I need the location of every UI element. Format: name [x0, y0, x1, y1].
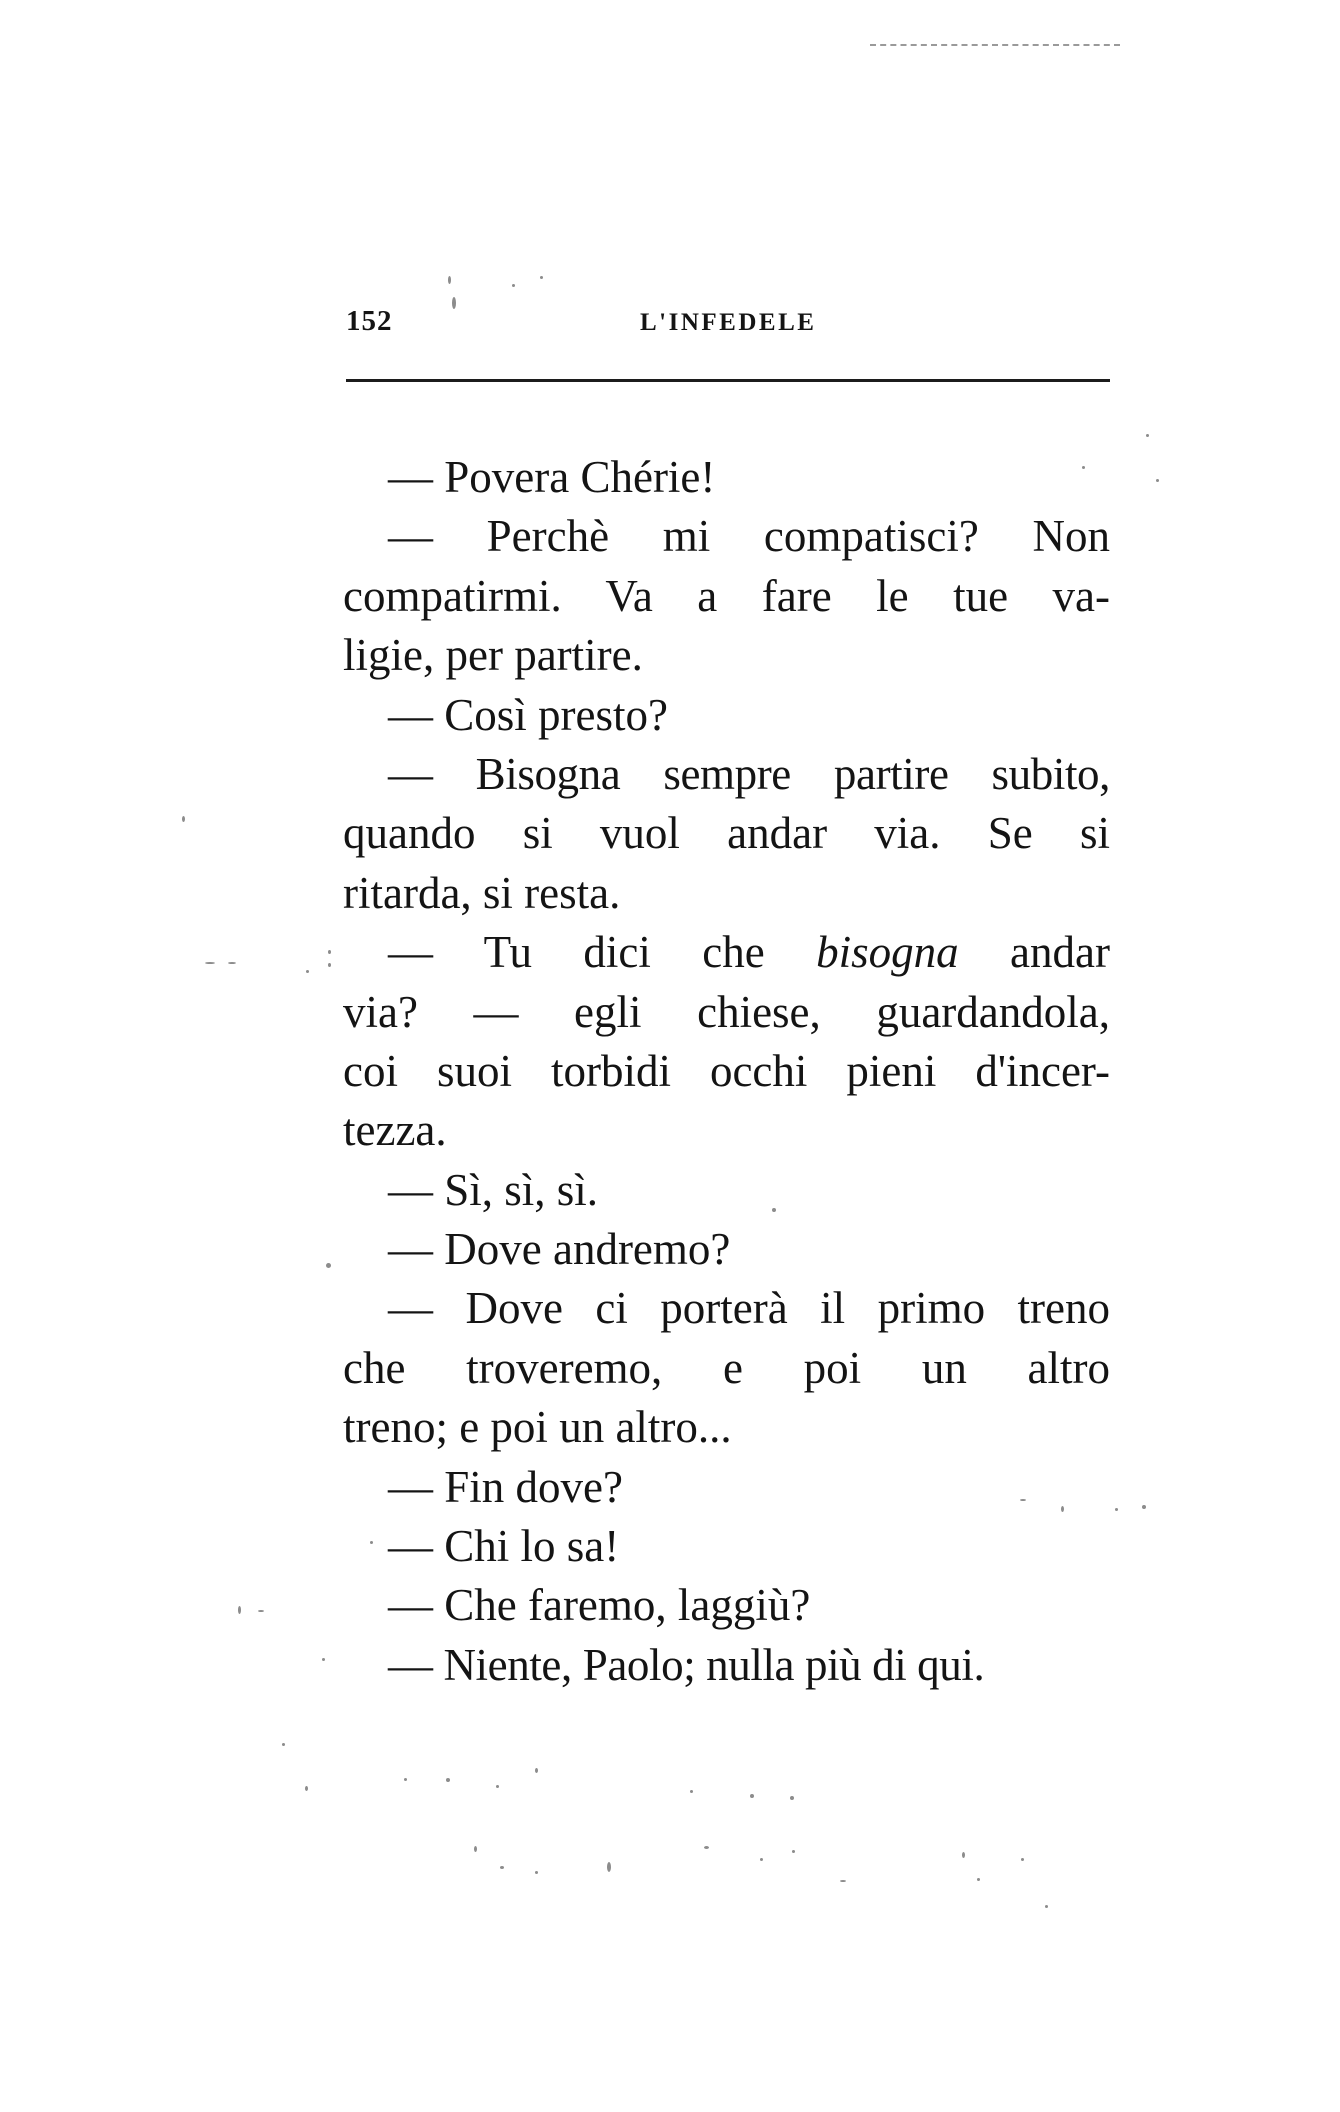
scan-speck — [326, 1263, 331, 1268]
scan-speck — [182, 816, 185, 822]
text-line: — Così presto? — [388, 689, 668, 740]
text-line: — Bisogna sempre partire subito, — [388, 748, 1110, 799]
text-line: — Perchè mi compatisci? Non — [388, 511, 1110, 562]
scan-speck — [452, 297, 456, 309]
scan-speck — [1020, 1499, 1026, 1501]
scan-speck — [258, 1610, 264, 1612]
text-line: — Che faremo, laggiù? — [388, 1580, 811, 1631]
running-head — [346, 305, 1106, 345]
text-line: via? — egli chiese, guardandola, — [343, 986, 1110, 1037]
header-rule — [346, 379, 1110, 382]
text-line: — Povera Chérie! — [388, 452, 716, 502]
scan-speck — [496, 1785, 499, 1788]
text-segment: andar — [958, 927, 1110, 978]
scan-speck — [540, 276, 543, 279]
scan-speck — [607, 1862, 611, 1872]
scan-speck — [305, 1786, 308, 1791]
text-line: coi suoi torbidi occhi pieni d'incer- — [343, 1045, 1110, 1096]
scan-speck — [474, 1846, 477, 1852]
scan-speck — [962, 1852, 965, 1858]
scan-speck — [535, 1768, 538, 1773]
body-text — [343, 448, 1110, 1695]
scan-speck — [446, 1778, 450, 1782]
text-line: che troveremo, e poi un altro — [343, 1342, 1110, 1393]
text-line: tezza. — [343, 1105, 447, 1156]
scan-speck — [1115, 1508, 1118, 1511]
scan-speck — [1156, 479, 1159, 482]
scan-speck — [704, 1846, 709, 1849]
scan-speck — [792, 1850, 795, 1853]
text-line: ritarda, si resta. — [343, 867, 621, 918]
scan-speck — [370, 1541, 373, 1544]
scan-speck — [535, 1871, 538, 1874]
text-line: — Dove andremo? — [388, 1224, 731, 1275]
scan-speck — [228, 962, 236, 964]
text-line: treno; e poi un altro... — [343, 1402, 732, 1453]
text-line: — Chi lo sa! — [388, 1521, 620, 1572]
text-line: — Fin dove? — [388, 1461, 623, 1512]
scan-speck — [1146, 434, 1149, 437]
text-line: ligie, per partire. — [343, 630, 643, 681]
scan-speck — [205, 962, 215, 964]
scan-speck — [750, 1794, 754, 1798]
scan-speck — [500, 1866, 504, 1869]
page-number: 152 — [346, 305, 393, 337]
scan-speck — [1142, 1505, 1146, 1509]
scan-speck — [840, 1880, 846, 1882]
running-title: L'INFEDELE — [640, 309, 817, 336]
scan-speck — [1061, 1506, 1064, 1512]
scan-speck — [322, 1658, 325, 1661]
text-line: quando si vuol andar via. Se si — [343, 808, 1110, 859]
scan-speck — [404, 1778, 407, 1781]
text-line: compatirmi. Va a fare le tue va- — [343, 570, 1110, 621]
scan-speck — [306, 970, 309, 973]
scan-speck — [1082, 466, 1085, 469]
text-line: — Niente, Paolo; nulla più di qui. — [388, 1639, 985, 1690]
text-line: — Sì, sì, sì. — [388, 1164, 599, 1215]
scan-edge-mark — [870, 44, 1120, 46]
scan-speck — [238, 1606, 241, 1614]
scan-speck — [328, 963, 331, 967]
scan-speck — [772, 1208, 776, 1212]
scan-speck — [282, 1743, 285, 1746]
text-line: — Dove ci porterà il primo treno — [388, 1283, 1110, 1334]
text-line — [343, 923, 1110, 982]
scan-speck — [328, 950, 331, 954]
text-segment: — Tu dici che — [388, 927, 817, 978]
scan-speck — [760, 1858, 763, 1861]
scan-speck — [1045, 1905, 1048, 1908]
scan-speck — [790, 1796, 794, 1800]
scan-speck — [977, 1878, 980, 1881]
scan-speck — [1021, 1858, 1024, 1861]
scan-speck — [448, 276, 451, 284]
scan-speck — [512, 284, 515, 287]
italic-word: bisogna — [816, 927, 959, 978]
scan-speck — [690, 1790, 693, 1793]
